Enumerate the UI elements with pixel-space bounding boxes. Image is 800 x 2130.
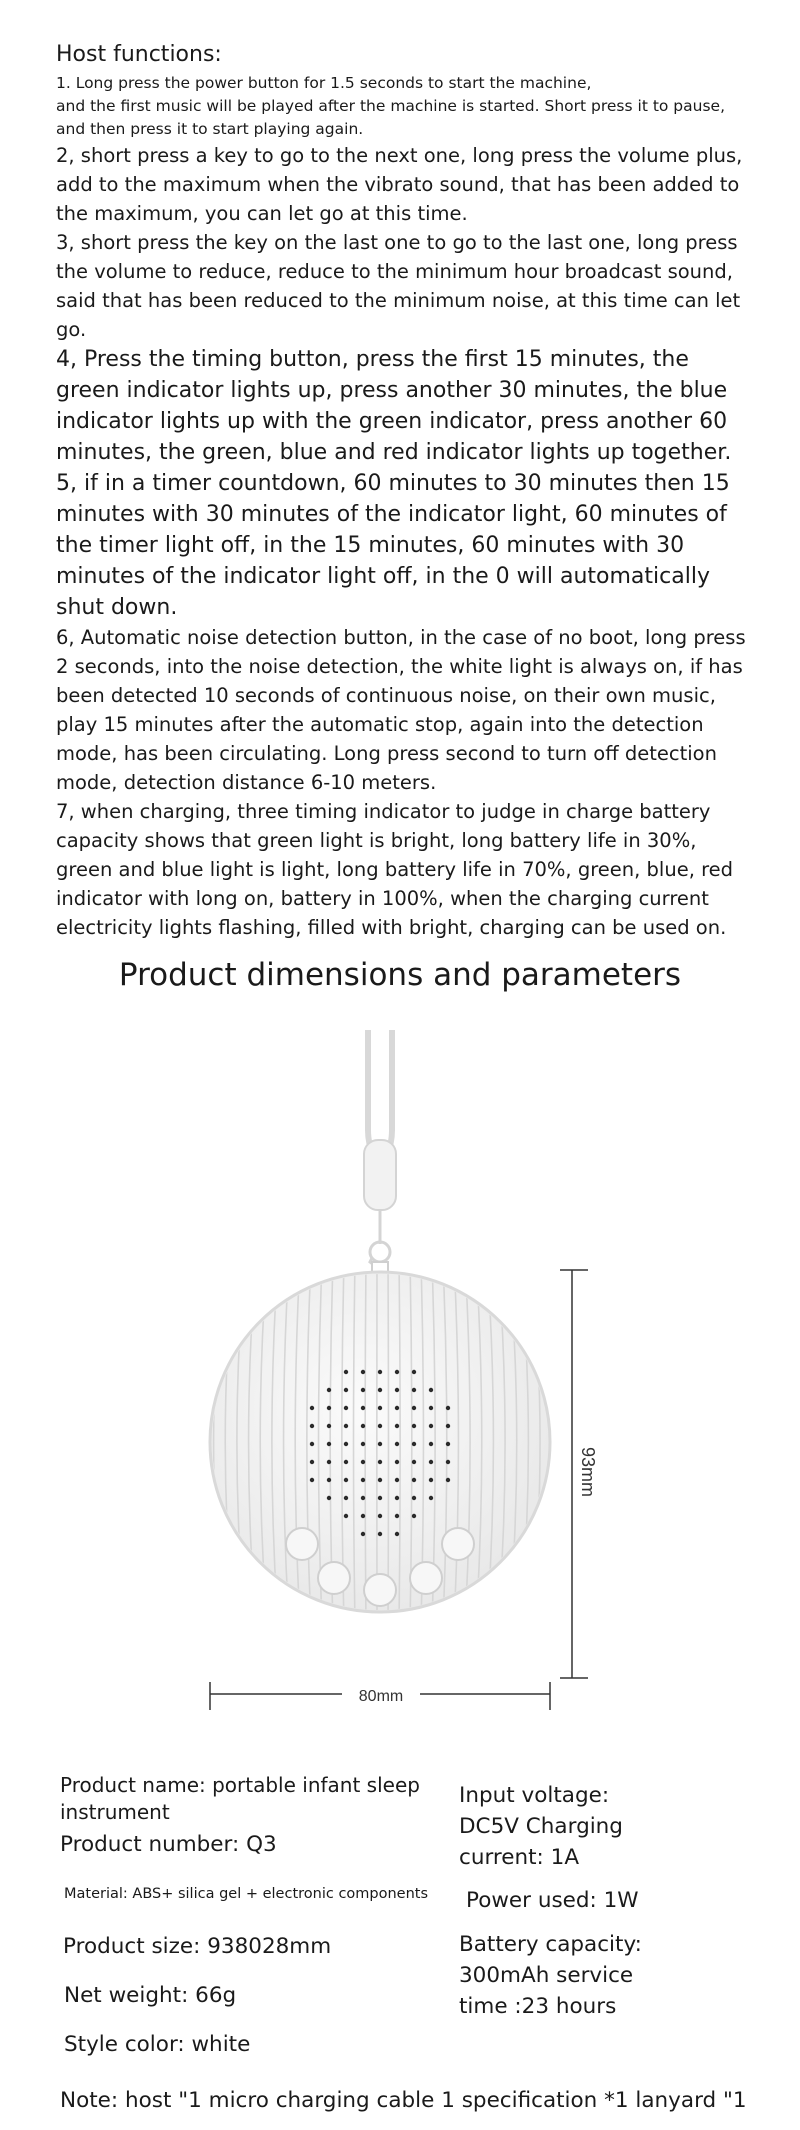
speaker-hole bbox=[344, 1514, 348, 1518]
host-functions-section bbox=[56, 40, 756, 942]
speaker-hole bbox=[395, 1388, 399, 1392]
speaker-hole bbox=[378, 1424, 382, 1428]
host-function-item-4: 4, Press the timing button, press the first 15 minutes, the green indicator lights up, press another 30 minutes, the blue indicator lights up with the green indicator, press another 60 minutes, the green, blue and red indicator lights up together. bbox=[56, 347, 732, 465]
speaker-hole bbox=[412, 1424, 416, 1428]
speaker-hole bbox=[429, 1406, 433, 1410]
speaker-hole bbox=[446, 1406, 450, 1410]
speaker-hole bbox=[344, 1370, 348, 1374]
speaker-hole bbox=[395, 1460, 399, 1464]
param-product-size: Product size: 938028mm bbox=[63, 1934, 332, 1959]
speaker-hole bbox=[361, 1424, 365, 1428]
speaker-hole bbox=[361, 1370, 365, 1374]
speaker-hole bbox=[344, 1442, 348, 1446]
speaker-hole bbox=[429, 1478, 433, 1482]
speaker-hole bbox=[378, 1532, 382, 1536]
speaker-hole bbox=[429, 1388, 433, 1392]
speaker-hole bbox=[412, 1406, 416, 1410]
speaker-hole bbox=[344, 1424, 348, 1428]
speaker-hole bbox=[446, 1424, 450, 1428]
param-net-weight: Net weight: 66g bbox=[64, 1983, 237, 2008]
speaker-hole bbox=[429, 1424, 433, 1428]
param-input-voltage: Input voltage: DC5V Charging current: 1A bbox=[459, 1783, 623, 1870]
device-button-right bbox=[442, 1528, 474, 1560]
speaker-hole bbox=[378, 1442, 382, 1446]
speaker-hole bbox=[361, 1406, 365, 1410]
speaker-hole bbox=[395, 1532, 399, 1536]
speaker-hole bbox=[395, 1514, 399, 1518]
speaker-hole bbox=[412, 1460, 416, 1464]
param-material: Material: ABS+ silica gel + electronic components bbox=[64, 1886, 429, 1902]
host-function-item-3: 3, short press the key on the last one to go to the last one, long press the volume to reduce, reduce to the minimum hour broadcast sound, said that has been reduced to the minimum noise, at this time can let go. bbox=[56, 231, 741, 341]
speaker-hole bbox=[412, 1442, 416, 1446]
speaker-hole bbox=[327, 1442, 331, 1446]
device-body bbox=[202, 1260, 552, 1624]
speaker-hole bbox=[429, 1442, 433, 1446]
product-drawing bbox=[0, 1030, 800, 1720]
speaker-hole bbox=[361, 1478, 365, 1482]
host-functions-title: Host functions: bbox=[56, 42, 222, 67]
speaker-hole bbox=[327, 1478, 331, 1482]
speaker-hole bbox=[327, 1406, 331, 1410]
speaker-hole bbox=[395, 1406, 399, 1410]
product-figure bbox=[0, 1030, 800, 1720]
speaker-hole bbox=[412, 1370, 416, 1374]
device-button-right-inner bbox=[410, 1562, 442, 1594]
speaker-hole bbox=[344, 1406, 348, 1410]
speaker-hole bbox=[344, 1478, 348, 1482]
height-label: 93mm bbox=[578, 1446, 598, 1498]
speaker-hole bbox=[310, 1442, 314, 1446]
speaker-hole bbox=[310, 1478, 314, 1482]
width-dimension bbox=[210, 1682, 550, 1710]
width-label: 80mm bbox=[358, 1688, 404, 1705]
speaker-hole bbox=[395, 1424, 399, 1428]
speaker-hole bbox=[361, 1532, 365, 1536]
device-button-center bbox=[364, 1574, 396, 1606]
dimensions-heading: Product dimensions and parameters bbox=[118, 957, 682, 993]
speaker-hole bbox=[344, 1460, 348, 1464]
speaker-hole bbox=[327, 1424, 331, 1428]
speaker-hole bbox=[446, 1460, 450, 1464]
speaker-hole bbox=[361, 1388, 365, 1392]
param-power-used: Power used: 1W bbox=[466, 1888, 639, 1913]
speaker-hole bbox=[327, 1388, 331, 1392]
speaker-hole bbox=[310, 1424, 314, 1428]
speaker-hole bbox=[378, 1514, 382, 1518]
speaker-hole bbox=[327, 1496, 331, 1500]
speaker-hole bbox=[429, 1460, 433, 1464]
speaker-hole bbox=[446, 1478, 450, 1482]
speaker-hole bbox=[395, 1478, 399, 1482]
speaker-hole bbox=[361, 1496, 365, 1500]
param-style-color: Style color: white bbox=[64, 2032, 251, 2057]
device-button-left-inner bbox=[318, 1562, 350, 1594]
host-function-item-5: 5, if in a timer countdown, 60 minutes to 30 minutes then 15 minutes with 30 minutes of the indicator light, 60 minutes of the timer light off, in the 15 minutes, 60 minutes with 30 minutes of the indicator light off, in the 0 will automatically shut down. bbox=[56, 471, 730, 620]
speaker-hole bbox=[344, 1496, 348, 1500]
host-function-item-2: 2, short press a key to go to the next one, long press the volume plus, add to the maximum when the vibrato sound, that has been added to the maximum, you can let go at this time. bbox=[56, 144, 743, 225]
speaker-hole bbox=[412, 1496, 416, 1500]
speaker-hole bbox=[310, 1406, 314, 1410]
host-function-item-7: 7, when charging, three timing indicator to judge in charge battery capacity shows that green light is bright, long battery life in 30%, green and blue light is light, long battery life in 70%, green, blue, red indicator with long on, battery in 100%, when the charging current electricity lights flashing, filled with bright, charging can be used on. bbox=[56, 800, 734, 939]
speaker-hole bbox=[361, 1514, 365, 1518]
speaker-hole bbox=[378, 1478, 382, 1482]
speaker-hole bbox=[378, 1460, 382, 1464]
param-note: Note: host "1 micro charging cable 1 specification *1 lanyard "1 bbox=[60, 2088, 747, 2113]
speaker-hole bbox=[378, 1370, 382, 1374]
lanyard bbox=[364, 1030, 396, 1284]
speaker-hole bbox=[395, 1442, 399, 1446]
speaker-hole bbox=[446, 1442, 450, 1446]
host-function-item-6: 6, Automatic noise detection button, in the case of no boot, long press 2 seconds, into the noise detection, the white light is always on, if has been detected 10 seconds of continuous noise, on their own music, play 15 minutes after the automatic stop, again into the detection mode, has been circulating. Long press second to turn off detection mode, detection distance 6-10 meters. bbox=[56, 626, 746, 794]
param-product-name: Product name: portable infant sleep instrument bbox=[60, 1773, 420, 1824]
param-battery-capacity: Battery capacity: 300mAh service time :23 hours bbox=[459, 1932, 642, 2019]
speaker-hole bbox=[378, 1406, 382, 1410]
speaker-hole bbox=[412, 1514, 416, 1518]
height-dimension bbox=[560, 1270, 598, 1678]
speaker-hole bbox=[361, 1442, 365, 1446]
speaker-hole bbox=[412, 1478, 416, 1482]
speaker-hole bbox=[327, 1460, 331, 1464]
speaker-hole bbox=[429, 1496, 433, 1500]
host-function-item-1: 1. Long press the power button for 1.5 seconds to start the machine, and the first music will be played after the machine is started. Short press it to pause, and then press it to start playing again. bbox=[56, 74, 726, 138]
speaker-hole bbox=[395, 1496, 399, 1500]
device-rib bbox=[365, 1260, 366, 1624]
speaker-hole bbox=[412, 1388, 416, 1392]
speaker-hole bbox=[378, 1496, 382, 1500]
speaker-hole bbox=[344, 1388, 348, 1392]
param-product-number: Product number: Q3 bbox=[60, 1832, 277, 1857]
speaker-hole bbox=[378, 1388, 382, 1392]
speaker-hole bbox=[310, 1460, 314, 1464]
speaker-hole bbox=[361, 1460, 365, 1464]
device-button-left bbox=[286, 1528, 318, 1560]
speaker-hole bbox=[395, 1370, 399, 1374]
